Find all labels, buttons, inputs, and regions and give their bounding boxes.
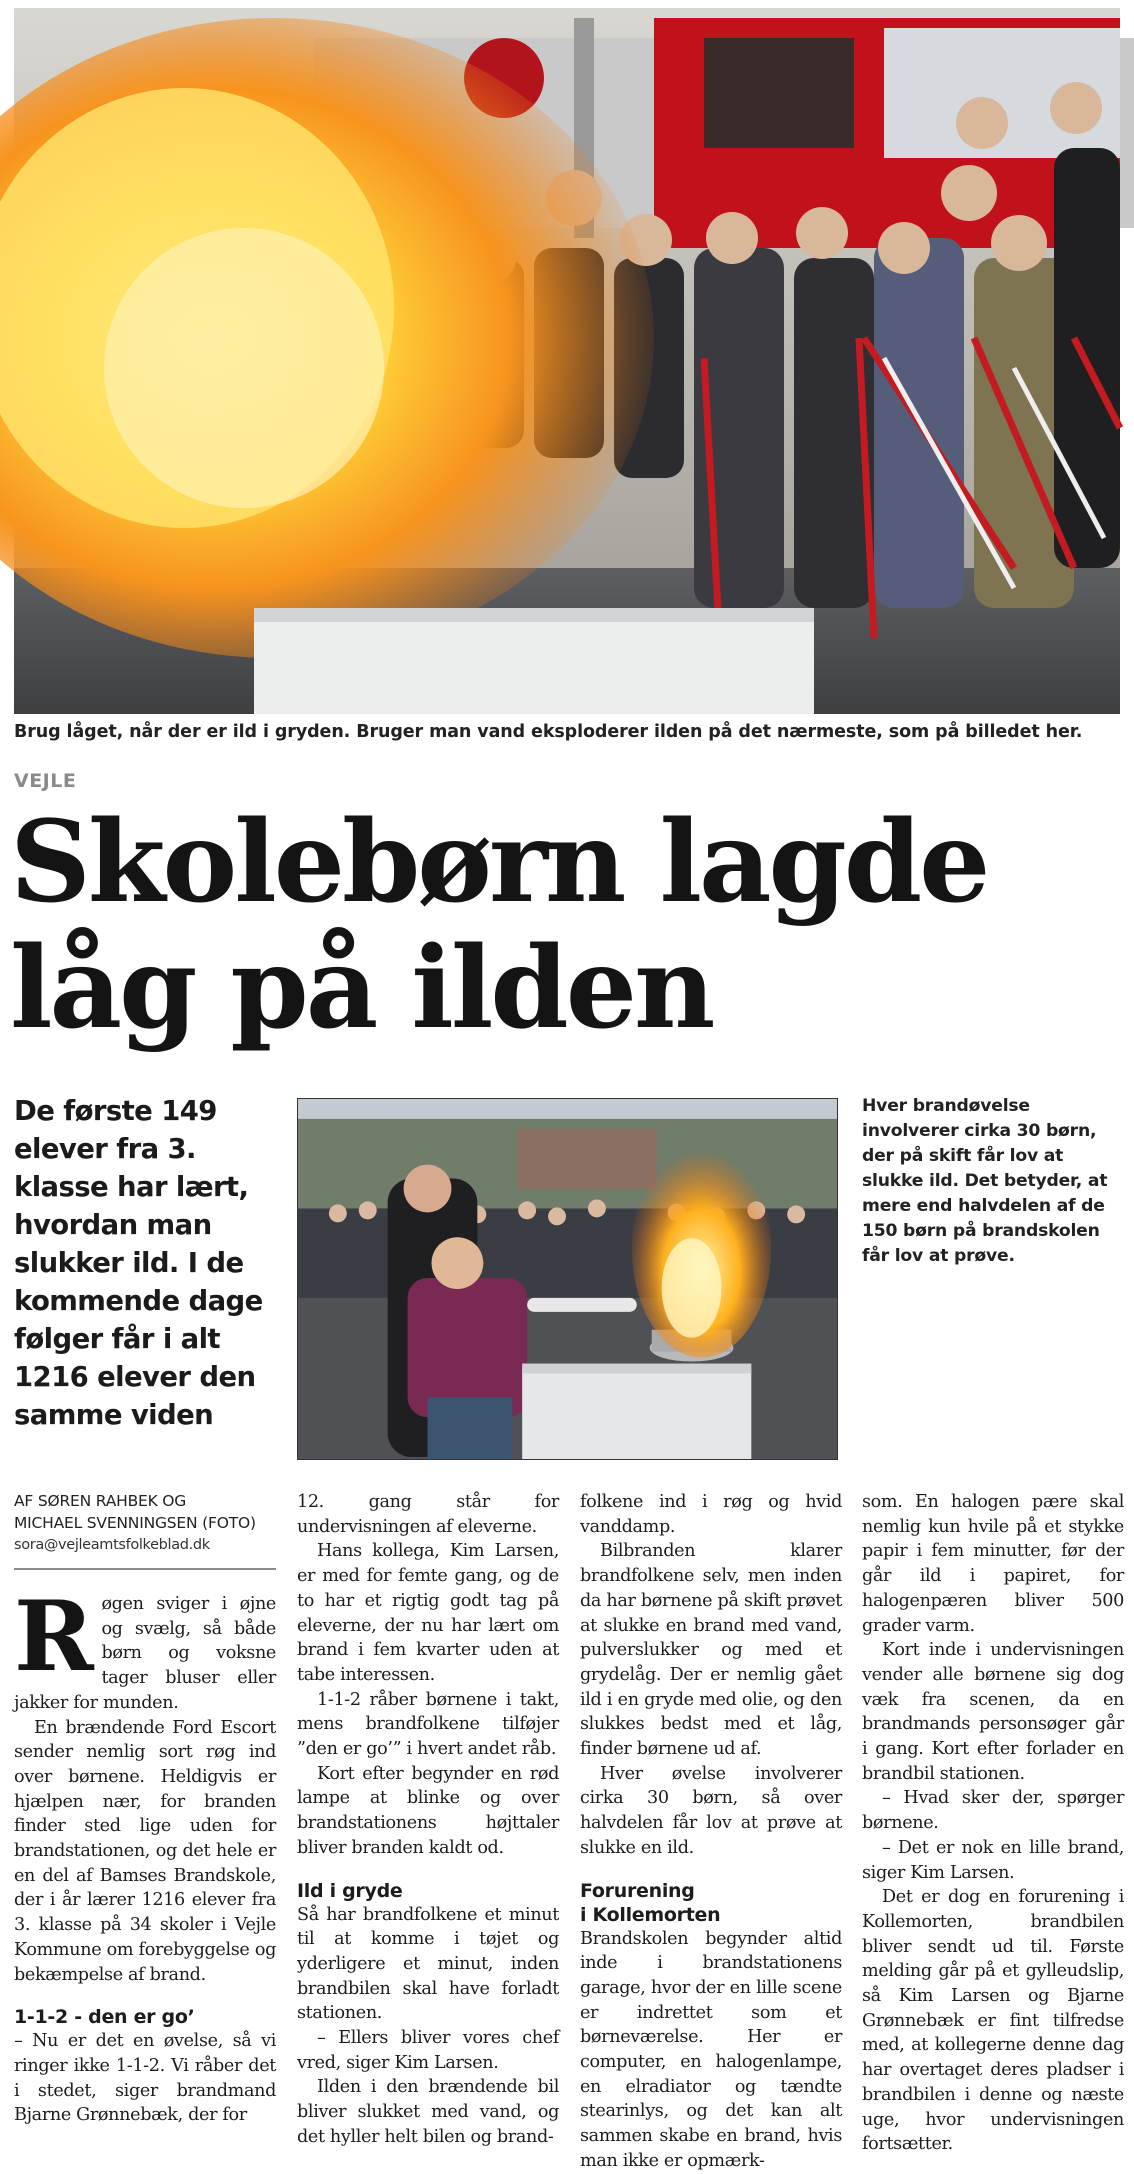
headline-line-2: låg på ilden [10, 923, 713, 1054]
paragraph: Kort inde i undervisningen vender alle børnene sig dog væk fra scenen, da en brandmands personsøger går i gang. Kort efter forlader en brandbil stationen. [862, 1640, 1124, 1784]
lead-text: øgen sviger i øjne og svælg, så både børn og voksne tager bluser eller jakker for munden. [14, 1594, 276, 1713]
fire-explosion-photo [14, 8, 1120, 714]
subheading-line-2: i Kollemorten [580, 1903, 721, 1926]
author-email: sora@vejleamtsfolkeblad.dk [14, 1537, 210, 1553]
headline [10, 797, 1120, 1054]
paragraph: folkene ind i røg og hvid vanddamp. [580, 1492, 842, 1537]
paragraph: Bilbranden klarer brandfolkene selv, men inden da har børnene på skift prøvet at slukke en brand med vand, pulverslukker og med et grydelåg. Der er nemlig gået ild i en gryde med olie, og den slukkes bedst med et låg, finder børnene ud af. [580, 1541, 842, 1760]
paragraph: 12. gang står for undervisningen af eleverne. [297, 1492, 559, 1537]
paragraph: Kort efter begynder en rød lampe at blinke og over brandstationens højttaler bliver branden kaldt od. [297, 1763, 559, 1858]
paragraph: Ilden i den brændende bil bliver slukket med vand, og det hyller helt bilen og brand- [297, 2077, 559, 2147]
side-fact-box: Hver brandøvelse involverer cirka 30 børn, der på skift får lov at slukke ild. Det betyder, at mere end halvdelen af de 150 børn på brandskolen får lov at prøve. [862, 1096, 1108, 1266]
paragraph: 1-1-2 råber børnene i takt, mens brandfolkene tilføjer ”den er go’” i hvert andet råb. [297, 1689, 559, 1760]
byline-line-1: AF SØREN RAHBEK OG [14, 1492, 187, 1510]
section-kicker: VEJLE [14, 770, 77, 792]
paragraph: Brandskolen begynder altid inde i brandstationens garage, hvor der en lille scene er indrettet som et børneværelse. Her er computer, en halogenlampe, en elradiator og tændte stearinlys, og det kan alt sammen skabe en brand, hvis man ikke er opmærk- [580, 1928, 842, 2171]
subheading-forurening [580, 1879, 842, 1927]
subheading-ild-i-gryde: Ild i gryde [297, 1879, 403, 1902]
body-column-3 [580, 1490, 842, 2171]
paragraph: som. En halogen pære skal nemlig kun hvile på et stykke papir i fem minutter, før der går ild i papiret, for halogenpæren bliver 500 grader varm. [862, 1492, 1124, 1636]
paragraph: En brændende Ford Escort sender nemlig sort røg ind over børnene. Heldigvis er hjælpen nær, for branden finder sted lige uden for brandstationen, og det hele er en del af Bamses Brandskole, der i år lærer 1216 elever fra 3. klasse på 34 skoler i Vejle Kommune om forebyggelse og bekæmpelse af brand. [14, 1717, 276, 1985]
body-column-4 [862, 1490, 1124, 2158]
subheading-line-1: Forurening [580, 1879, 695, 1902]
paragraph: Det er dog en forurening i Kollemorten, brandbilen bliver sendt ud til. Første melding går på et gylleudslip, så Kim Larsen og Bjarne Grønnebæk er fint tilfredse med, at kollegerne denne dag har overtaget deres pladser i brandbilen i denne og næste uge, hvor undervisningen fortsætter. [862, 1887, 1124, 2155]
paragraph: Hver øvelse involverer cirka 30 børn, så over halvdelen får lov at prøve at slukke en ild. [580, 1763, 842, 1858]
paragraph: – Det er nok en lille brand, siger Kim Larsen. [862, 1837, 1124, 1883]
paragraph: – Ellers bliver vores chef vred, siger Kim Larsen. [297, 2028, 559, 2073]
byline-divider [14, 1568, 276, 1570]
lead-paragraph [14, 1580, 276, 1716]
drop-cap: R [14, 1580, 94, 1693]
top-photo [14, 8, 1120, 714]
photo-caption: Brug låget, når der er ild i gryden. Bruger man vand eksploderer ilden på det nærmeste, som på billedet her. [14, 722, 1083, 742]
body-column-1 [14, 1490, 276, 2158]
paragraph: Så har brandfolkene et minut til at komme i tøjet og yderligere et minut, inden brandbilen skal have forladt stationen. [297, 1904, 559, 2024]
middle-photo [297, 1098, 838, 1460]
intro-text: De første 149 elever fra 3. klasse har lært, hvordan man slukker ild. I de kommende dage følger får i alt 1216 elever den samme viden [14, 1095, 263, 1431]
paragraph: – Nu er det en øvelse, så vi ringer ikke 1-1-2. Vi råber det i stedet, siger brandmand Bjarne Grønnebæk, der for [14, 2031, 276, 2126]
byline-line-2: MICHAEL SVENNINGSEN (FOTO) [14, 1514, 256, 1532]
body-column-2 [297, 1490, 559, 2158]
paragraph: Hans kollega, Kim Larsen, er med for femte gang, og de to har et rigtig godt tag på eleverne, der nu har lært om brand i fem kvarter uden at tabe interessen. [297, 1541, 559, 1685]
fire-pot-photo [298, 1099, 837, 1459]
paragraph: – Hvad sker der, spørger børnene. [862, 1788, 1124, 1834]
subheading-112: 1-1-2 - den er go’ [14, 2006, 195, 2029]
headline-line-1: Skolebørn lagde [10, 797, 988, 928]
